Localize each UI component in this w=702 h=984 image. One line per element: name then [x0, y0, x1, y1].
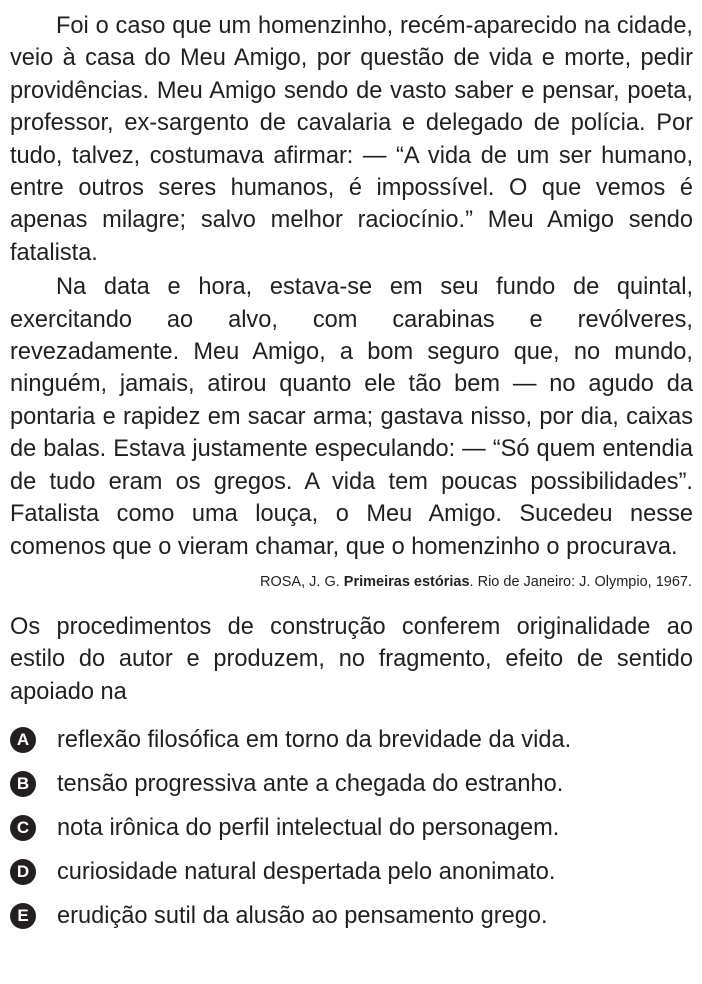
- option-a-text: reflexão filosófica em torno da brevidade da vida.: [57, 727, 572, 754]
- passage-paragraph-1: Foi o caso que um homenzinho, recém-aparecido na cidade, veio à casa do Meu Amigo, por questão de vida e morte, pedir providências. Meu Amigo sendo de vasto saber e pensar, poeta, professor, ex-sargento de cavalaria e delegado de polícia. Por tudo, talvez, costumava afirmar: — “A vida de um ser humano, entre outros seres humanos, é impossível. O que vemos é apenas milagre; salvo melhor raciocínio.” Meu Amigo sendo fatalista.: [10, 13, 693, 266]
- citation-book-title: Primeiras estórias: [343, 573, 470, 590]
- option-e[interactable]: [10, 894, 693, 938]
- option-a[interactable]: [10, 718, 693, 762]
- citation-suffix: . Rio de Janeiro: J. Olympio, 1967.: [469, 573, 692, 590]
- option-b-text: tensão progressiva ante a chegada do estranho.: [57, 771, 564, 798]
- option-d-text: curiosidade natural despertada pelo anonimato.: [57, 859, 556, 886]
- citation: [10, 573, 693, 591]
- option-a-letter-badge: A: [10, 727, 36, 753]
- option-b[interactable]: [10, 762, 693, 806]
- citation-prefix: ROSA, J. G.: [260, 573, 344, 590]
- question-stem: Os procedimentos de construção conferem originalidade ao estilo do autor e produzem, no fragmento, efeito de sentido apoiado na: [10, 613, 693, 705]
- option-d[interactable]: [10, 850, 693, 894]
- answer-options: [10, 718, 693, 938]
- option-e-letter-badge: E: [10, 903, 36, 929]
- option-e-text: erudição sutil da alusão ao pensamento grego.: [57, 903, 548, 930]
- passage-paragraph-2: Na data e hora, estava-se em seu fundo de quintal, exercitando ao alvo, com carabinas e revólveres, revezadamente. Meu Amigo, a bom seguro que, no mundo, ninguém, jamais, atirou quanto ele tão bem — no agudo da pontaria e rapidez em sacar arma; gastava nisso, por dia, caixas de balas. Estava justamente especulando: — “Só quem entendia de tudo eram os gregos. A vida tem poucas possibilidades”. Fatalista como uma louça, o Meu Amigo. Sucedeu nesse comenos que o vieram chamar, que o homenzinho o procurava.: [10, 274, 693, 560]
- passage: [10, 10, 693, 563]
- option-c-text: nota irônica do perfil intelectual do personagem.: [57, 815, 560, 842]
- option-d-letter-badge: D: [10, 859, 36, 885]
- option-b-letter-badge: B: [10, 771, 36, 797]
- option-c-letter-badge: C: [10, 815, 36, 841]
- option-c[interactable]: [10, 806, 693, 850]
